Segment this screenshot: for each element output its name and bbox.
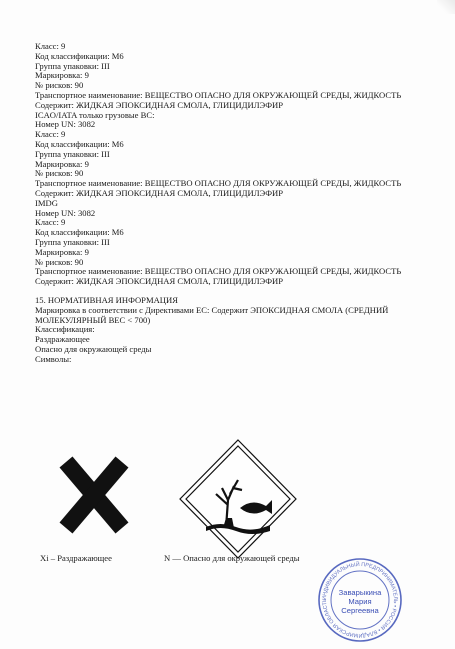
text-line: Транспортное наименование: ВЕЩЕСТВО ОПАСНО ДЛЯ ОКРУЖАЮЩЕЙ СРЕДЫ, ЖИДКОСТЬ (35, 266, 402, 277)
classification-item: Раздражающее (35, 334, 90, 345)
stamp-name-line: Заварыкина (338, 588, 382, 597)
text-line: Класс: 9 (35, 217, 66, 228)
section-heading: 15. НОРМАТИВНАЯ ИНФОРМАЦИЯ (35, 294, 178, 305)
stamp-name-line: Мария (348, 597, 372, 606)
marking-text: Маркировка в соответствии с Директивами ЕС: Содержит ЭПОКСИДНАЯ СМОЛА (СРЕДНИЙ МОЛЕКУЛЯРНЫЙ ВЕС < 700) (35, 304, 389, 325)
text-line: Код классификации: М6 (35, 138, 124, 149)
text-line: Транспортное наименование: ВЕЩЕСТВО ОПАСНО ДЛЯ ОКРУЖАЮЩЕЙ СРЕДЫ, ЖИДКОСТЬ (35, 89, 402, 100)
classification-label: Классификация: (35, 324, 95, 335)
text-line: IMDG (35, 197, 58, 208)
text-line: Маркировка: 9 (35, 70, 89, 81)
text-line: Класс: 9 (35, 129, 66, 140)
xi-caption: Xi – Раздражающее (40, 553, 112, 563)
official-stamp (317, 557, 403, 643)
text-line: Маркировка: 9 (35, 158, 89, 169)
text-line: Содержит: ЖИДКАЯ ЭПОКСИДНАЯ СМОЛА, ГЛИЦИДИЛЭФИР (35, 276, 284, 287)
text-line: Код классификации: М6 (35, 227, 124, 238)
n-caption: N — Опасно для окружающей среды (164, 553, 300, 563)
text-line: Класс: 9 (35, 41, 66, 51)
environment-hazard-icon (180, 440, 296, 558)
text-line: ICAO/IATA только грузовые ВС: (35, 109, 155, 120)
text-line: № рисков: 90 (35, 80, 84, 91)
stamp-name-line: Сергеевна (341, 606, 379, 615)
text-line: Группа упаковки: III (35, 60, 110, 71)
text-line: № рисков: 90 (35, 256, 84, 267)
text-line: Маркировка: 9 (35, 246, 89, 257)
text-line: Номер UN: 3082 (35, 207, 96, 218)
symbols-label: Символы: (35, 353, 72, 364)
text-line: Группа упаковки: III (35, 148, 110, 159)
text-line: Группа упаковки: III (35, 236, 110, 247)
svg-text:ИНДИВИДУАЛЬНЫЙ ПРЕДПРИНИМАТЕЛЬ: ИНДИВИДУАЛЬНЫЙ ПРЕДПРИНИМАТЕЛЬ • РОССИЯ • ВЛАДИМИРСКАЯ ОБЛАСТЬ (321, 561, 399, 639)
classification-item: Опасно для окружающей среды (35, 343, 152, 354)
irritant-x-icon (66, 462, 122, 528)
text-line: Содержит: ЖИДКАЯ ЭПОКСИДНАЯ СМОЛА, ГЛИЦИДИЛЭФИР (35, 187, 284, 198)
text-line: Транспортное наименование: ВЕЩЕСТВО ОПАСНО ДЛЯ ОКРУЖАЮЩЕЙ СРЕДЫ, ЖИДКОСТЬ (35, 178, 402, 189)
text-line: Номер UN: 3082 (35, 119, 96, 130)
text-line: № рисков: 90 (35, 168, 84, 179)
text-line: Содержит: ЖИДКАЯ ЭПОКСИДНАЯ СМОЛА, ГЛИЦИДИЛЭФИР (35, 99, 284, 110)
text-line: Код классификации: М6 (35, 50, 124, 61)
